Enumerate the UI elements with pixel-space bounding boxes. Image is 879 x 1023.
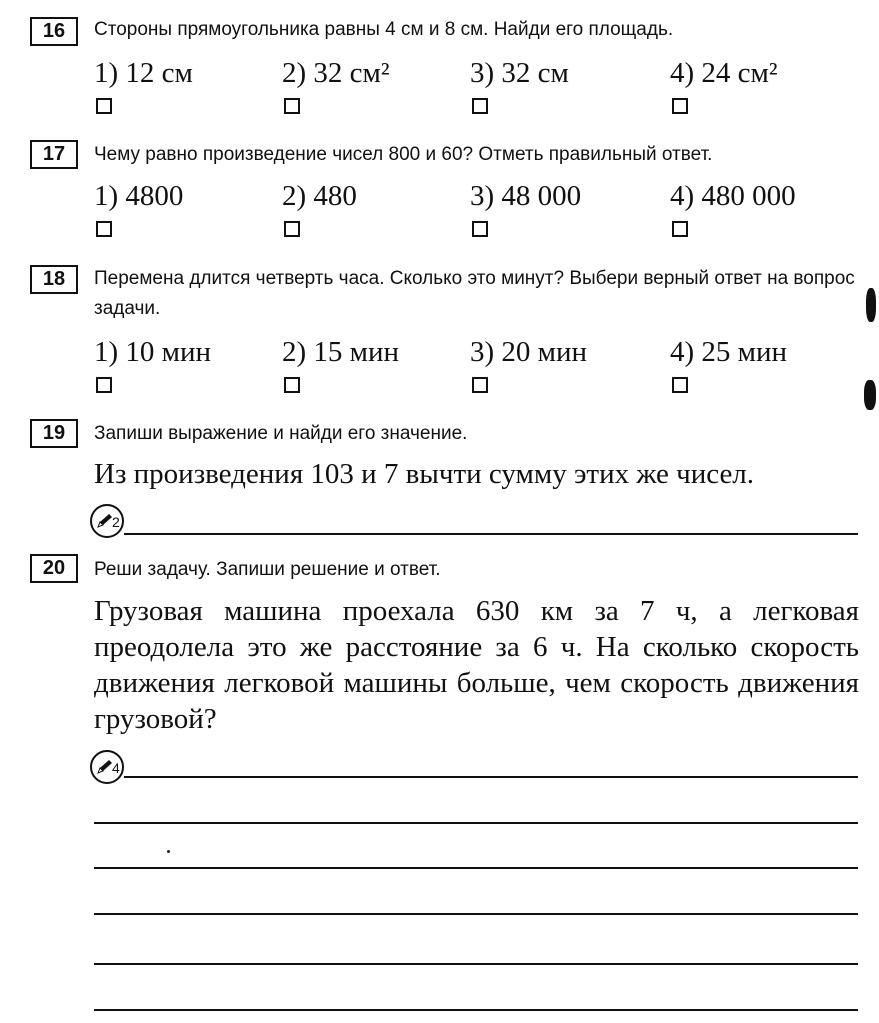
task-number: 17: [30, 140, 78, 169]
option-label: 2) 480: [282, 180, 357, 212]
option-label: 1) 10 мин: [94, 336, 212, 368]
task-question: Запиши выражение и найди его значение.: [94, 423, 468, 444]
option-label: 2) 32 см²: [282, 57, 390, 89]
option-label: 4) 24 см²: [670, 57, 778, 89]
answer-option-3: [470, 179, 660, 237]
answer-line[interactable]: [94, 963, 858, 965]
checkbox-icon[interactable]: [672, 221, 688, 237]
scan-artifact: [167, 850, 170, 853]
answer-option-3: [470, 56, 660, 114]
answer-line[interactable]: [124, 776, 858, 778]
option-label: 4) 480 000: [670, 180, 796, 212]
task-number: 19: [30, 419, 78, 448]
scan-artifact: [866, 288, 876, 322]
answer-option-2: [282, 335, 472, 393]
answer-option-4: [670, 335, 860, 393]
task-question: Чему равно произведение чисел 800 и 60? Отметь правильный ответ.: [94, 144, 713, 165]
checkbox-icon[interactable]: [96, 221, 112, 237]
task-question: Реши задачу. Запиши решение и ответ.: [94, 559, 441, 580]
answer-option-3: [470, 335, 660, 393]
option-label: 3) 32 см: [470, 57, 569, 89]
answer-options: [94, 335, 879, 415]
option-label: 2) 15 мин: [282, 336, 400, 368]
answer-option-2: [282, 179, 472, 237]
scan-artifact: [864, 380, 876, 410]
answer-option-2: [282, 56, 472, 114]
option-label: 4) 25 мин: [670, 336, 788, 368]
points-value: 2: [112, 514, 120, 530]
task-number: 20: [30, 554, 78, 583]
answer-option-1: [94, 179, 284, 237]
answer-options: [94, 179, 879, 259]
points-value: 4: [112, 760, 120, 776]
task-number: 18: [30, 265, 78, 294]
checkbox-icon[interactable]: [472, 98, 488, 114]
checkbox-icon[interactable]: [472, 377, 488, 393]
checkbox-icon[interactable]: [284, 221, 300, 237]
answer-line[interactable]: [94, 867, 858, 869]
checkbox-icon[interactable]: [472, 221, 488, 237]
answer-option-4: [670, 179, 860, 237]
checkbox-icon[interactable]: [672, 377, 688, 393]
option-label: 1) 4800: [94, 180, 184, 212]
checkbox-icon[interactable]: [284, 98, 300, 114]
option-label: 3) 20 мин: [470, 336, 588, 368]
answer-options: [94, 56, 879, 136]
task-body: Грузовая машина проехала 630 км за 7 ч, а легковая преодолела это же расстояние за 6 ч. На сколько скорость движения легковой машины больше, чем скорость движения грузовой?: [94, 595, 859, 735]
option-label: 3) 48 000: [470, 180, 582, 212]
points-badge: [90, 504, 124, 538]
task-question: Стороны прямоугольника равны 4 см и 8 см. Найди его площадь.: [94, 19, 674, 40]
checkbox-icon[interactable]: [672, 98, 688, 114]
points-badge: [90, 750, 124, 784]
answer-line[interactable]: [94, 1009, 858, 1011]
task-body: Из произведения 103 и 7 вычти сумму этих же чисел.: [94, 458, 755, 490]
answer-line[interactable]: [124, 533, 858, 535]
answer-option-1: [94, 56, 284, 114]
checkbox-icon[interactable]: [96, 377, 112, 393]
checkbox-icon[interactable]: [284, 377, 300, 393]
answer-line[interactable]: [94, 913, 858, 915]
checkbox-icon[interactable]: [96, 98, 112, 114]
answer-option-4: [670, 56, 860, 114]
task-number: 16: [30, 17, 78, 46]
task-question: Перемена длится четверть часа. Сколько это минут? Выбери верный ответ на вопрос задачи.: [94, 268, 855, 319]
option-label: 1) 12 см: [94, 57, 193, 89]
answer-option-1: [94, 335, 284, 393]
answer-line[interactable]: [94, 822, 858, 824]
